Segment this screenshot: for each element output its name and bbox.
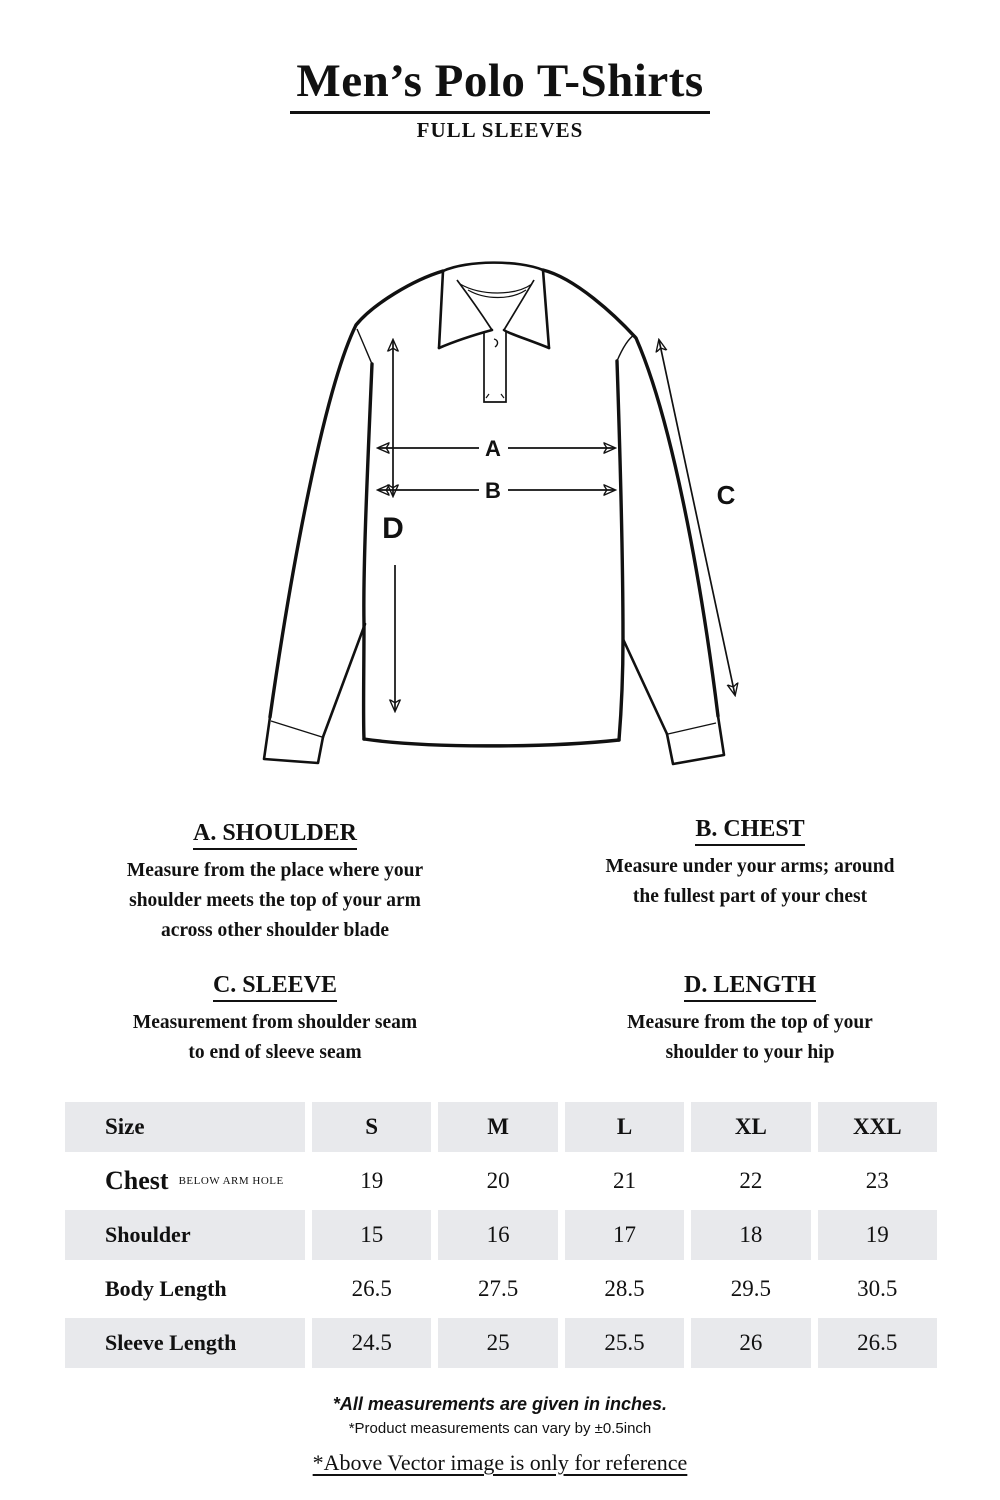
page-subtitle: FULL SLEEVES — [416, 118, 584, 142]
section-sleeve-heading: C. SLEEVE — [213, 972, 337, 1002]
table-cell: 22 — [739, 1168, 763, 1193]
table-cell: 19 — [818, 1210, 937, 1260]
size-table — [65, 1102, 937, 1368]
arrow-label-b: B — [485, 478, 501, 503]
table-header-cell: Size — [65, 1102, 305, 1152]
row-label-chest: Chest — [105, 1166, 169, 1195]
table-cell: 26.5 — [818, 1318, 937, 1368]
measure-arrow-d — [382, 340, 404, 711]
table-cell: 19 — [360, 1168, 384, 1193]
section-shoulder-line: across other shoulder blade — [160, 920, 390, 942]
table-cell: 21 — [612, 1168, 636, 1193]
table-cell: 25 — [438, 1318, 557, 1368]
polo-collar — [439, 263, 549, 402]
section-chest-heading: B. CHEST — [695, 816, 804, 846]
table-cell: 17 — [565, 1210, 684, 1260]
table-cell: 28.5 — [604, 1276, 645, 1301]
table-cell: 18 — [691, 1210, 810, 1260]
section-chest-line: Measure under your arms; around — [605, 856, 895, 877]
table-row-label: Sleeve Length — [65, 1318, 305, 1368]
section-chest — [520, 816, 980, 912]
measure-arrow-c — [659, 340, 736, 695]
polo-shirt-diagram — [255, 240, 775, 800]
section-chest-line: the fullest part of your chest — [632, 886, 868, 908]
section-shoulder-line: shoulder meets the top of your arm — [129, 890, 421, 912]
section-length — [520, 972, 980, 1068]
section-sleeve-line: Measurement from shoulder seam — [132, 1012, 418, 1033]
table-header-cell: XXL — [818, 1102, 937, 1152]
section-sleeve-line: to end of sleeve seam — [188, 1042, 362, 1064]
table-cell: 30.5 — [857, 1276, 898, 1301]
note-tolerance: *Product measurements can vary by ±0.5inch — [348, 1420, 652, 1437]
note-vector-reference: *Above Vector image is only for reference — [312, 1450, 688, 1475]
section-length-heading: D. LENGTH — [684, 972, 816, 1002]
arrow-label-c: C — [716, 480, 736, 510]
table-header-cell: L — [565, 1102, 684, 1152]
section-length-line: Measure from the top of your — [627, 1012, 873, 1033]
table-header-cell: S — [312, 1102, 431, 1152]
table-header-cell: M — [438, 1102, 557, 1152]
table-cell: 20 — [486, 1168, 510, 1193]
table-cell: 16 — [438, 1210, 557, 1260]
section-shoulder — [45, 820, 505, 947]
table-cell: 15 — [312, 1210, 431, 1260]
note-measurements-inches: *All measurements are given in inches. — [332, 1394, 668, 1414]
section-shoulder-line: Measure from the place where your — [126, 860, 424, 881]
measure-arrow-b — [378, 478, 615, 503]
table-row-label: Shoulder — [65, 1210, 305, 1260]
table-cell: 25.5 — [565, 1318, 684, 1368]
arrow-label-d: D — [382, 512, 404, 545]
measure-arrow-a — [378, 436, 615, 461]
arrow-label-a: A — [485, 436, 501, 461]
section-length-line: shoulder to your hip — [665, 1042, 835, 1064]
table-cell: 26 — [691, 1318, 810, 1368]
section-sleeve — [45, 972, 505, 1068]
table-row-label: Body Length — [105, 1276, 227, 1301]
table-row-label — [65, 1156, 305, 1206]
row-sublabel-chest: BELOW ARM HOLE — [178, 1175, 284, 1187]
table-cell: 29.5 — [730, 1276, 772, 1301]
table-cell: 23 — [865, 1168, 889, 1193]
table-cell: 27.5 — [477, 1276, 519, 1301]
page-title: Men’s Polo T-Shirts — [290, 56, 709, 114]
polo-shirt-outline — [264, 270, 724, 764]
table-header-cell: XL — [691, 1102, 810, 1152]
table-cell: 26.5 — [351, 1276, 392, 1301]
section-shoulder-heading: A. SHOULDER — [193, 820, 357, 850]
table-cell: 24.5 — [312, 1318, 431, 1368]
